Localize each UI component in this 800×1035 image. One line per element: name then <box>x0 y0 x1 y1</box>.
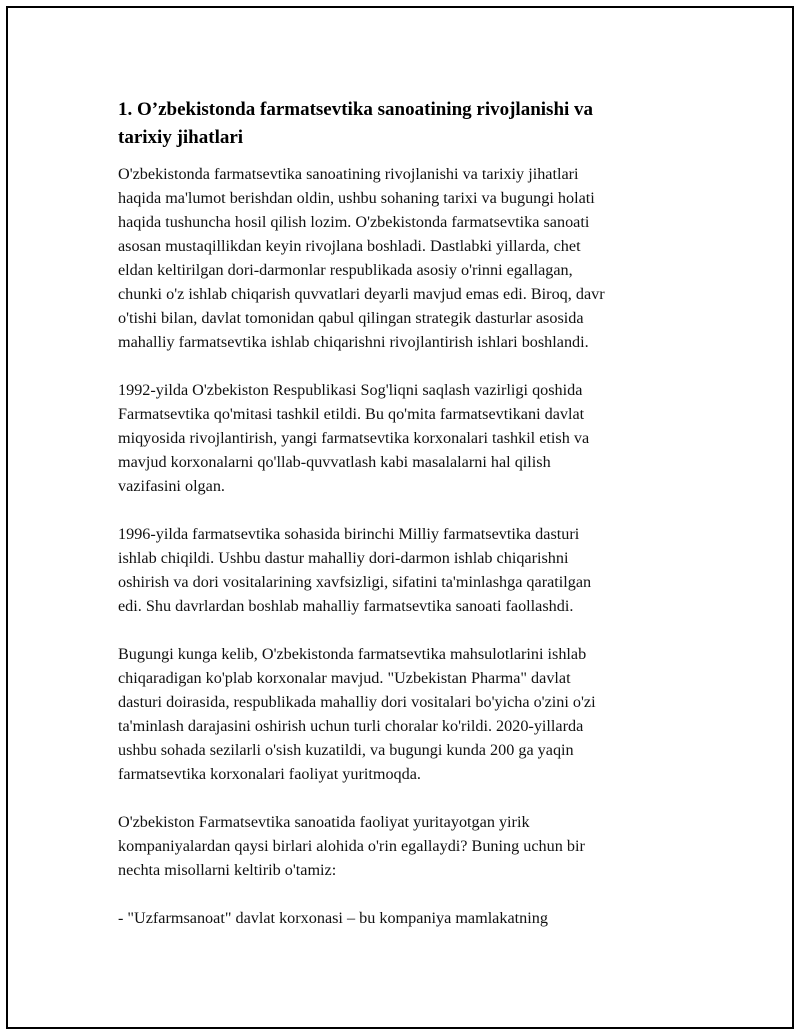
paragraph-1992: 1992-yilda O'zbekiston Respublikasi Sog'liqni saqlash vazirligi qoshida Farmatsevtika qo'mitasi tashkil etildi. Bu qo'mita farmatsevtikani davlat miqyosida rivojlantirish, yangi farmatsevtika korxonalari tashkil etish va mavjud korxonalarni qo'llab-quvvatlash kabi masalalarni hal qilish vazifasini olgan. <box>118 381 590 495</box>
paragraph-intro: O'zbekistonda farmatsevtika sanoatining rivojlanishi va tarixiy jihatlari haqida ma'lumot berishdan oldin, ushbu sohaning tarixi va bugungi holati haqida tushuncha hosil qilish lozim. O'zbekistonda farmatsevtika sanoati asosan mustaqillikdan keyin rivojlana boshladi. Dastlabki yillarda, chet eldan keltirilgan dori-darmonlar respublikada asosiy o'rinni egallagan, chunki o'z ishlab chiqarish quvvatlari deyarli mavjud emas edi. Biroq, davr o'tishi bilan, davlat tomonidan qabul qilingan strategik dasturlar asosida mahalliy farmatsevtika ishlab chiqarishni rivojlantirish ishlari boshlandi. <box>118 165 605 351</box>
paragraph-1996: 1996-yilda farmatsevtika sohasida birinchi Milliy farmatsevtika dasturi ishlab chiqildi. Ushbu dastur mahalliy dori-darmon ishlab chiqarishni oshirish va dori vositalarining xavfsizligi, sifatini ta'minlashga qaratilgan edi. Shu davrlardan boshlab mahalliy farmatsevtika sanoati faollashdi. <box>118 525 592 615</box>
document-body <box>118 96 688 930</box>
section-title-line-2: tarixiy jihatlari <box>118 127 244 148</box>
paragraph-companies: O'zbekiston Farmatsevtika sanoatida faoliyat yuritayotgan yirik kompaniyalardan qaysi birlari alohida o'rin egallaydi? Buning uchun bir nechta misollarni keltirib o'tamiz: <box>118 813 585 879</box>
section-title-line-1: 1. O’zbekistonda farmatsevtika sanoatining rivojlanishi va <box>118 99 594 120</box>
section-title <box>118 96 688 152</box>
list-item-uzfarmsanoat: - "Uzfarmsanoat" davlat korxonasi – bu kompaniya mamlakatning <box>118 909 548 927</box>
paragraph-today: Bugungi kunga kelib, O'zbekistonda farmatsevtika mahsulotlarini ishlab chiqaradigan ko'plab korxonalar mavjud. "Uzbekistan Pharma" davlat dasturi doirasida, respublikada mahalliy dori vositalari bo'yicha o'zini o'zi ta'minlash darajasini oshirish uchun turli choralar ko'rildi. 2020-yillarda ushbu sohada sezilarli o'sish kuzatildi, va bugungi kunda 200 ga yaqin farmatsevtika korxonalari faoliyat yuritmoqda. <box>118 645 596 783</box>
